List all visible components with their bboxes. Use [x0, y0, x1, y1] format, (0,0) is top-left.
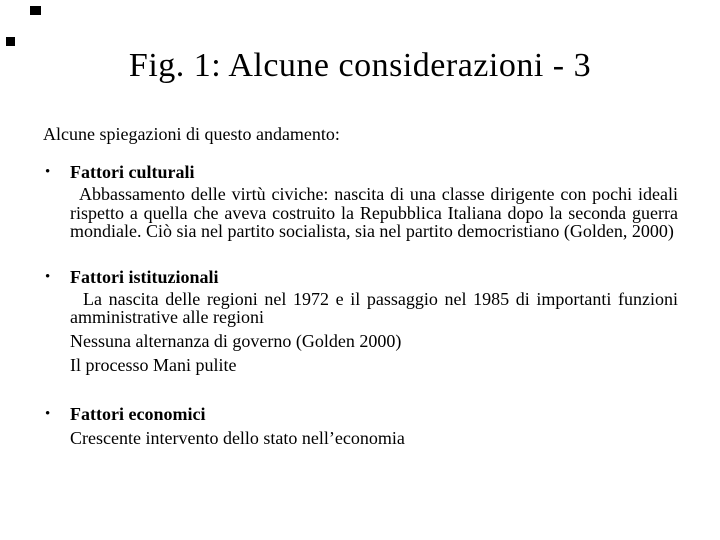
bullet-icon: •	[45, 268, 51, 285]
bullet-heading: Fattori economici	[70, 403, 206, 424]
bullet-paragraph: Il processo Mani pulite	[70, 354, 237, 375]
bullet-item-fattori-culturali	[43, 162, 678, 241]
bullet-paragraph: Nessuna alternanza di governo (Golden 2000)	[70, 330, 402, 351]
bullet-paragraph: La nascita delle regioni nel 1972 e il passaggio nel 1985 di importanti funzioni amministrative alle regioni	[70, 288, 678, 327]
bullet-heading: Fattori istituzionali	[70, 266, 219, 287]
bullet-icon: •	[45, 164, 51, 180]
slide-body	[0, 124, 720, 449]
bullet-heading: Fattori culturali	[70, 162, 195, 182]
bullet-item-fattori-istituzionali	[43, 267, 678, 376]
bullet-paragraph: Abbassamento delle virtù civiche: nascita di una classe dirigente con pochi ideali rispetto a quella che aveva costruito la Repubblica Italiana dopo la seconda guerra mondiale. Ciò sia nel partito socialista, sia nel partito democristiano (Golden, 2000)	[70, 184, 678, 241]
bullet-content	[70, 267, 678, 376]
bullet-item-fattori-economici	[43, 404, 678, 449]
bullet-icon: •	[45, 405, 51, 422]
slide-title: Fig. 1: Alcune considerazioni - 3	[128, 47, 592, 84]
bullet-content	[70, 404, 678, 449]
corner-artifact-icon	[6, 37, 15, 46]
bullet-paragraph: Crescente intervento dello stato nell’economia	[70, 427, 405, 448]
bullet-content	[70, 162, 678, 241]
corner-artifact-icon	[30, 6, 41, 15]
intro-text: Alcune spiegazioni di questo andamento:	[43, 124, 340, 144]
